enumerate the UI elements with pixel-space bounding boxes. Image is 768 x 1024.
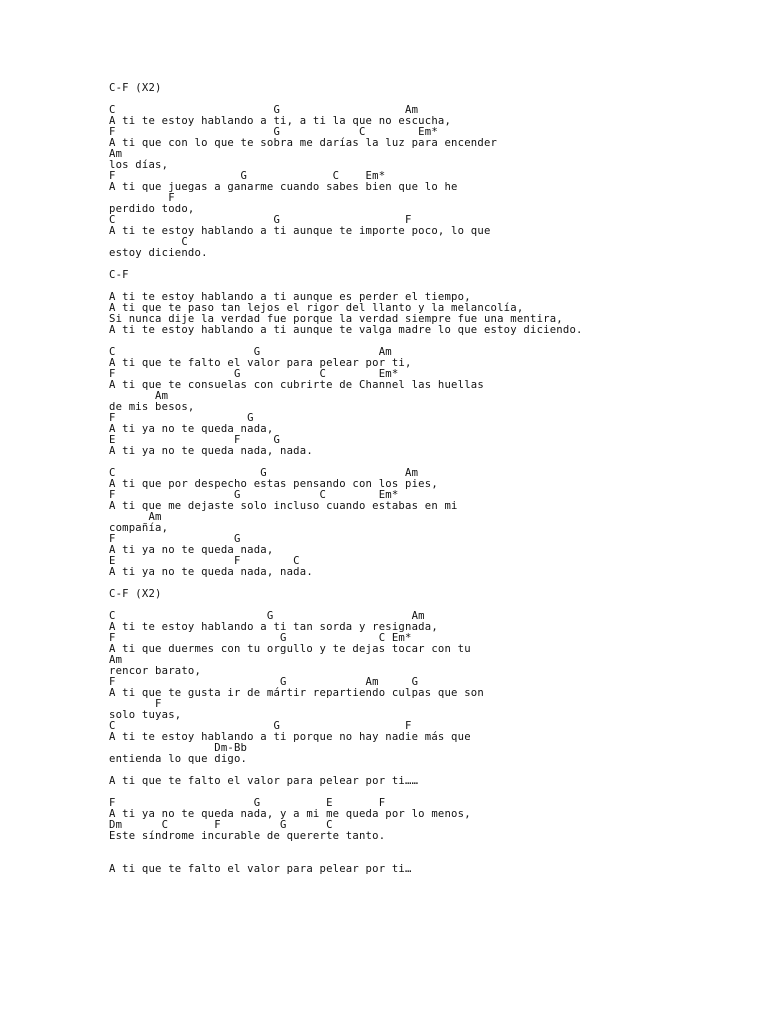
- lyric-line: los días,: [109, 159, 169, 171]
- lyric-line: A ti que te gusta ir de mártir repartiendo culpas que son: [109, 687, 484, 699]
- chord-line: Am: [109, 148, 123, 160]
- chord-line: F G C Em*: [109, 170, 386, 182]
- chord-line: Am: [109, 654, 123, 666]
- chord-line: F G Am G: [109, 676, 419, 688]
- chord-line: C G F: [109, 720, 412, 732]
- lyric-line: A ti ya no te queda nada, nada.: [109, 445, 313, 457]
- chord-line: E F C: [109, 555, 300, 567]
- lyric-line: perdido todo,: [109, 203, 195, 215]
- lyric-line: A ti que te paso tan lejos el rigor del llanto y la melancolía,: [109, 302, 524, 314]
- lyric-line: Este síndrome incurable de quererte tanto.: [109, 830, 386, 842]
- chord-line: F G E F: [109, 797, 386, 809]
- chord-line: C G Am: [109, 467, 419, 479]
- lyric-line: solo tuyas,: [109, 709, 182, 721]
- lyric-line: A ti que duermes con tu orgullo y te dejas tocar con tu: [109, 643, 471, 655]
- chord-line: Dm C F G C: [109, 819, 333, 831]
- lyric-line: A ti que te falto el valor para pelear por ti…: [109, 863, 412, 875]
- blank-line: [109, 259, 749, 270]
- lyrics-chord-sheet: [109, 83, 749, 875]
- lyric-line: A ti que te falto el valor para pelear por ti,: [109, 357, 412, 369]
- lyric-line: A ti ya no te queda nada,: [109, 544, 274, 556]
- lyric-line: A ti te estoy hablando a ti aunque te importe poco, lo que: [109, 225, 491, 237]
- blank-line: [109, 842, 749, 853]
- lyric-line: A ti que te falto el valor para pelear por ti……: [109, 775, 419, 787]
- lyric-line: estoy diciendo.: [109, 247, 208, 259]
- lyric-line: A ti ya no te queda nada, y a mi me queda por lo menos,: [109, 808, 471, 820]
- lyric-line: de mis besos,: [109, 401, 195, 413]
- chord-line: F G: [109, 412, 254, 424]
- lyric-line: A ti que por despecho estas pensando con los pies,: [109, 478, 438, 490]
- lyric-line: A ti ya no te queda nada, nada.: [109, 566, 313, 578]
- lyric-line: rencor barato,: [109, 665, 202, 677]
- lyric-line: A ti te estoy hablando a ti, a ti la que no escucha,: [109, 115, 452, 127]
- lyric-line: A ti te estoy hablando a ti aunque te valga madre lo que estoy diciendo.: [109, 324, 583, 336]
- chord-line: F G C Em*: [109, 126, 438, 138]
- chord-line: Am: [109, 390, 169, 402]
- chord-line: F G C Em*: [109, 632, 412, 644]
- chord-line: E F G: [109, 434, 281, 446]
- lyric-line: A ti que me dejaste solo incluso cuando estabas en mi: [109, 500, 458, 512]
- chord-line: C: [109, 236, 188, 248]
- lyric-line: C-F: [109, 269, 129, 281]
- chord-line: C G F: [109, 214, 412, 226]
- lyric-line: entienda lo que digo.: [109, 753, 248, 765]
- chord-line: Am: [109, 511, 162, 523]
- chord-line: F G C Em*: [109, 489, 399, 501]
- chord-line: C G Am: [109, 104, 419, 116]
- lyric-line: A ti ya no te queda nada,: [109, 423, 274, 435]
- chord-line: F G: [109, 533, 241, 545]
- lyric-line: compañía,: [109, 522, 169, 534]
- chord-line: F: [109, 698, 162, 710]
- chord-line: C G Am: [109, 346, 392, 358]
- lyric-line: A ti que juegas a ganarme cuando sabes bien que lo he: [109, 181, 458, 193]
- lyric-line: A ti te estoy hablando a ti porque no hay nadie más que: [109, 731, 471, 743]
- chord-line: C G Am: [109, 610, 425, 622]
- lyric-line: C-F (X2): [109, 588, 162, 600]
- lyric-line: A ti que te consuelas con cubrirte de Channel las huellas: [109, 379, 484, 391]
- lyric-line: A ti te estoy hablando a ti tan sorda y resignada,: [109, 621, 438, 633]
- lyric-line: Si nunca dije la verdad fue porque la verdad siempre fue una mentira,: [109, 313, 563, 325]
- lyric-line: A ti te estoy hablando a ti aunque es perder el tiempo,: [109, 291, 471, 303]
- lyric-line: C-F (X2): [109, 82, 162, 94]
- chord-line: Dm-Bb: [109, 742, 248, 754]
- chord-line: F G C Em*: [109, 368, 399, 380]
- lyric-line: A ti que con lo que te sobra me darías la luz para encender: [109, 137, 498, 149]
- blank-line: [109, 578, 749, 589]
- chord-line: F: [109, 192, 175, 204]
